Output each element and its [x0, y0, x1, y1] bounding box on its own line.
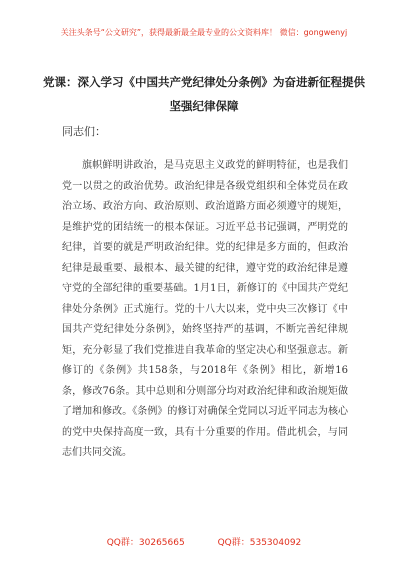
footer	[0, 535, 408, 548]
footer-qq-group-2: QQ群：535304092	[217, 538, 302, 548]
body-paragraph: 旗帜鲜明讲政治，是马克思主义政党的鲜明特征，也是我们党一以贯之的政治优势。政治纪律是各级党组织和全体党员在政治立场、政治方向、政治原则、政治道路方面必须遵守的规矩，是维护党的团结统一的根本保证。习近平总书记强调，严明党的纪律，首要的就是严明政治纪律。党的纪律是多方面的，但政治纪律是最重要、最根本、最关键的纪律，遵守党的政治纪律是遵守党的全部纪律的重要基础。1月1日，新修订的《中国共产党纪律处分条例》正式施行。党的十八大以来，党中央三次修订《中国共产党纪律处分条例》，始终坚持严的基调，不断完善纪律规矩，充分彰显了我们党推进自我革命的坚定决心和坚强意志。新修订的《条例》共158条，与2018年《条例》相比，新增16条，修改76条。其中总则和分则部分均对政治纪律和政治规矩做了增加和修改。《条例》的修订对确保全党同以习近平同志为核心的党中央保持高度一致，具有十分重要的作用。借此机会，与同志们共同交流。	[62, 160, 348, 458]
document-title: 党课：深入学习《中国共产党纪律处分条例》为奋进新征程提供坚强纪律保障	[43, 75, 365, 113]
salutation: 同志们：	[62, 125, 106, 138]
footer-qq-group-1: QQ群：30265665	[106, 538, 185, 548]
header-banner: 关注头条号“公文研究”，获得最新最全最专业的公文资料库！ 微信：gongwenyj	[60, 28, 348, 37]
